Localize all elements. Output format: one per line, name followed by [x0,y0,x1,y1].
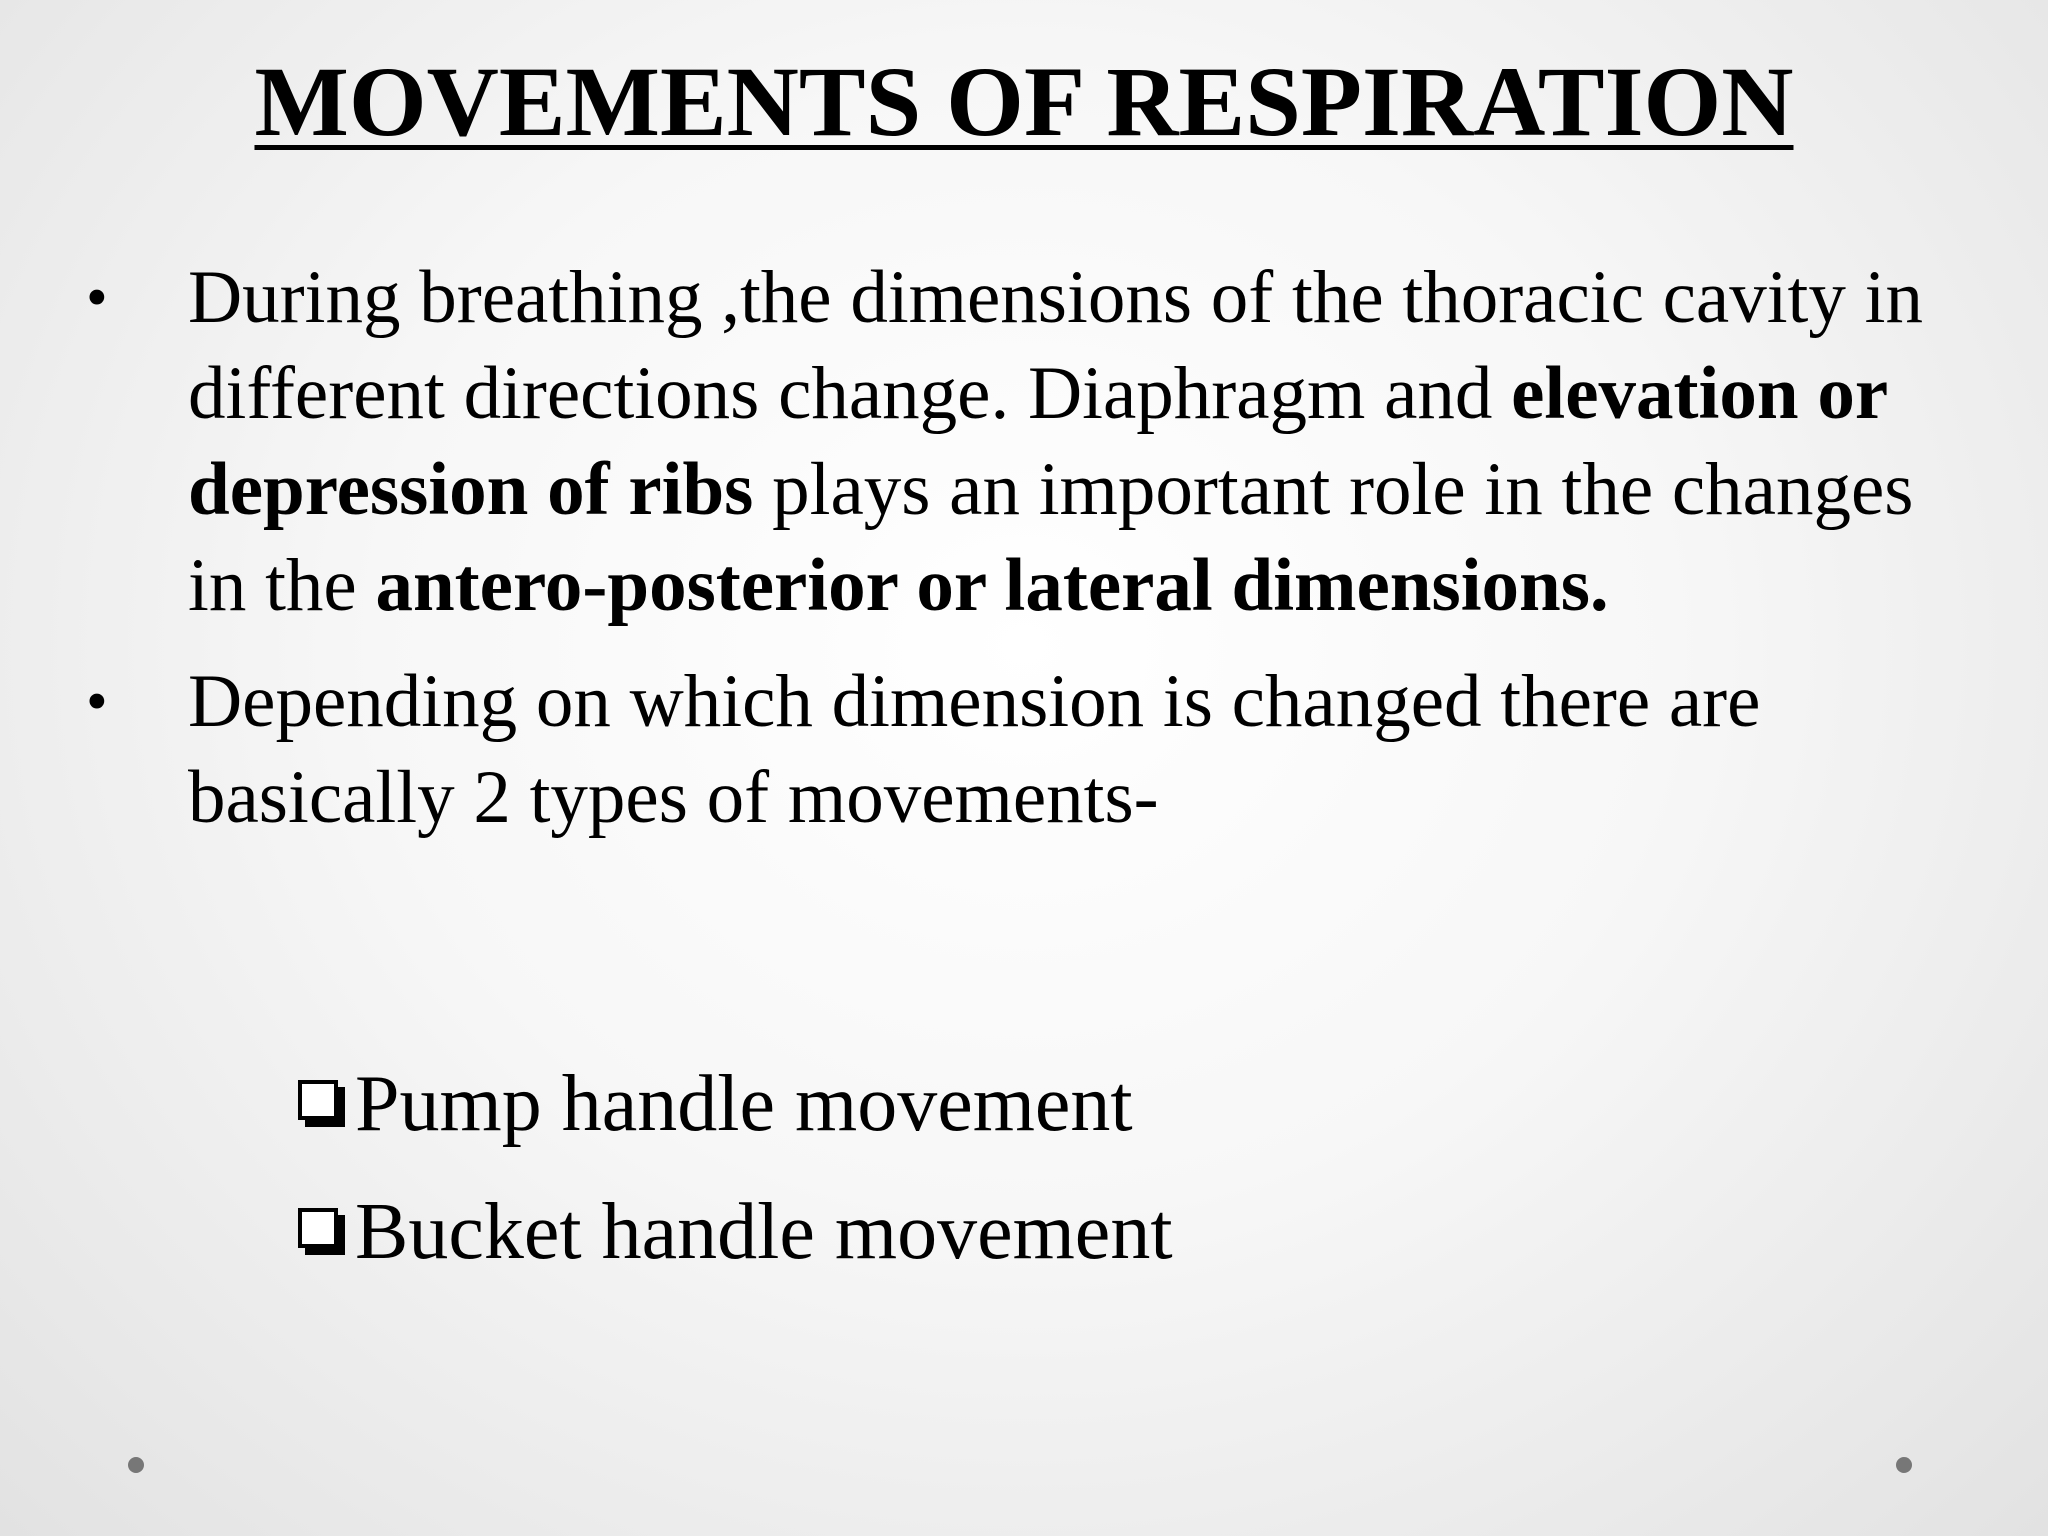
bullet-item [86,250,1988,634]
sub-item-bucket-handle [293,1168,1173,1296]
sub-item-label: Bucket handle movement [355,1188,1173,1276]
checkbox-icon [298,1208,338,1248]
bullet-text: Depending on which dimension is changed there are basically 2 types of movements- [188,660,1761,839]
bullet-text-bold: elevation or depression of ribs [188,352,1887,531]
movement-type-list [293,1040,1173,1296]
bullet-text-bold: antero-posterior or lateral dimensions. [375,544,1609,627]
bullet-list [86,250,1988,866]
bullet-dot-icon: • [86,264,108,332]
bullet-item [86,654,1988,846]
sub-item-label: Pump handle movement [355,1060,1133,1148]
bullet-dot-icon: • [86,668,108,736]
decorative-dot-right [1896,1457,1912,1473]
bullet-text: plays an important role in the changes in the [188,448,1914,627]
sub-item-pump-handle [293,1040,1173,1168]
slide-title [0,42,2048,162]
decorative-dot-left [128,1457,144,1473]
bullet-text: During breathing ,the dimensions of the thoracic cavity in different directions change. Diaphragm and [188,256,1923,435]
slide-title-text: MOVEMENTS OF RESPIRATION [254,46,1794,157]
checkbox-icon [298,1080,338,1120]
